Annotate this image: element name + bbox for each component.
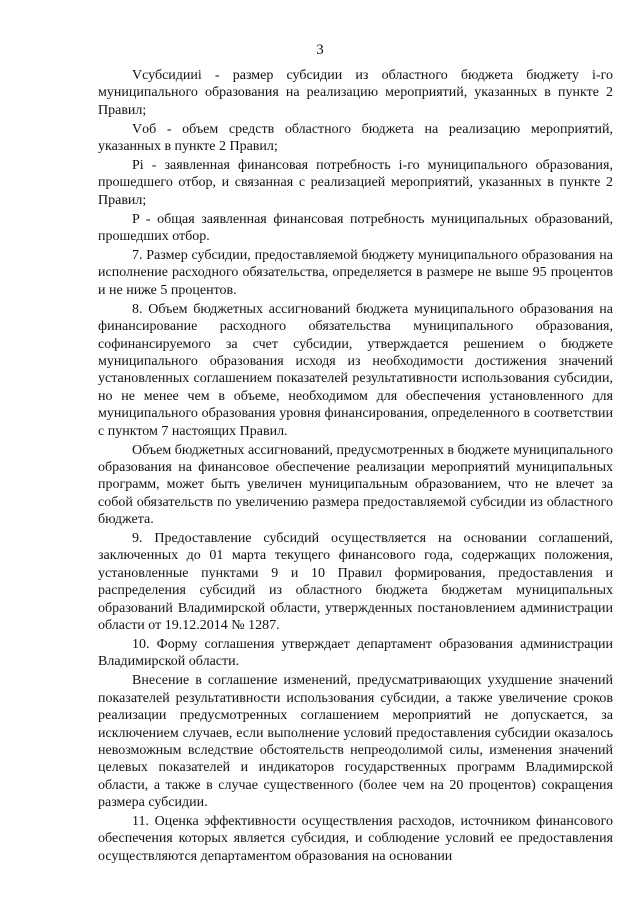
paragraph-clause-9: 9. Предоставление субсидий осуществляется на основании соглашений, заключенных до 01 марта текущего финансового года, содержащих положения, установленные пунктами 9 и 10 Правил формирования, предоставления и распределения субсидий из областного бюджета бюджетам муниципальных образований Владимирской области, утвержденных постановлением администрации области от 19.12.2014 № 1287. — [98, 531, 613, 634]
paragraph-formula-pi-definition: Pi - заявленная финансовая потребность i-го муниципального образования, прошедшего отбор, и связанная с реализацией мероприятий, указанных в пункте 2 Правил; — [98, 158, 613, 208]
paragraph-clause-8: 8. Объем бюджетных ассигнований бюджета муниципального образования на финансирование расходного обязательства муниципального образования, софинансируемого за счет субсидии, утверждается решением о бюджете муниципального образования исходя из необходимости достижения значений установленных соглашением показателей результативности использования субсидии, но не менее чем в объеме, необходимом для обеспечения установленного для муниципального образования уровня финансирования, определенного в соответствии с пунктом 7 настоящих Правил. — [98, 301, 613, 439]
paragraph-formula-p-definition: P - общая заявленная финансовая потребность муниципальных образований, прошедших отбор. — [98, 211, 613, 245]
paragraph-clause-10: 10. Форму соглашения утверждает департамент образования администрации Владимирской области. — [98, 637, 613, 670]
paragraph-clause-11: 11. Оценка эффективности осуществления расходов, источником финансового обеспечения которых является субсидия, и соблюдение условий ее предоставления осуществляются департаментом образования на основании — [98, 814, 613, 864]
paragraph-clause-8-continued: Объем бюджетных ассигнований, предусмотренных в бюджете муниципального образования на финансовое обеспечение реализации мероприятий муниципальных программ, может быть увеличен муниципальным образованием, что не влечет за собой обязательств по увеличению размера предоставляемой субсидии из областного бюджета. — [98, 442, 613, 528]
paragraph-clause-10-continued: Внесение в соглашение изменений, предусматривающих ухудшение значений показателей результативности использования субсидии, а также увеличение сроков реализации предусмотренных соглашением мероприятий не допускается, за исключением случаев, если выполнение условий предоставления субсидии оказалось невозможным вследствие обстоятельств непреодолимой силы, изменения значений целевых показателей и индикаторов государственных программ Владимирской области, а также в случае существенного (более чем на 20 процентов) сокращения размера субсидии. — [98, 673, 613, 811]
paragraph-clause-7: 7. Размер субсидии, предоставляемой бюджету муниципального образования на исполнение расходного обязательства, определяется в размере не выше 95 процентов и не ниже 5 процентов. — [98, 248, 613, 298]
page-number: 3 — [316, 42, 324, 58]
paragraph-formula-subsidy-definition: Vсубсидииi - размер субсидии из областного бюджета бюджету i-го муниципального образования на реализацию мероприятий, указанных в пункте 2 Правил; — [98, 68, 613, 118]
paragraph-formula-volume-definition: Vоб - объем средств областного бюджета на реализацию мероприятий, указанных в пункте 2 Правил; — [98, 121, 613, 155]
document-body — [98, 67, 613, 865]
